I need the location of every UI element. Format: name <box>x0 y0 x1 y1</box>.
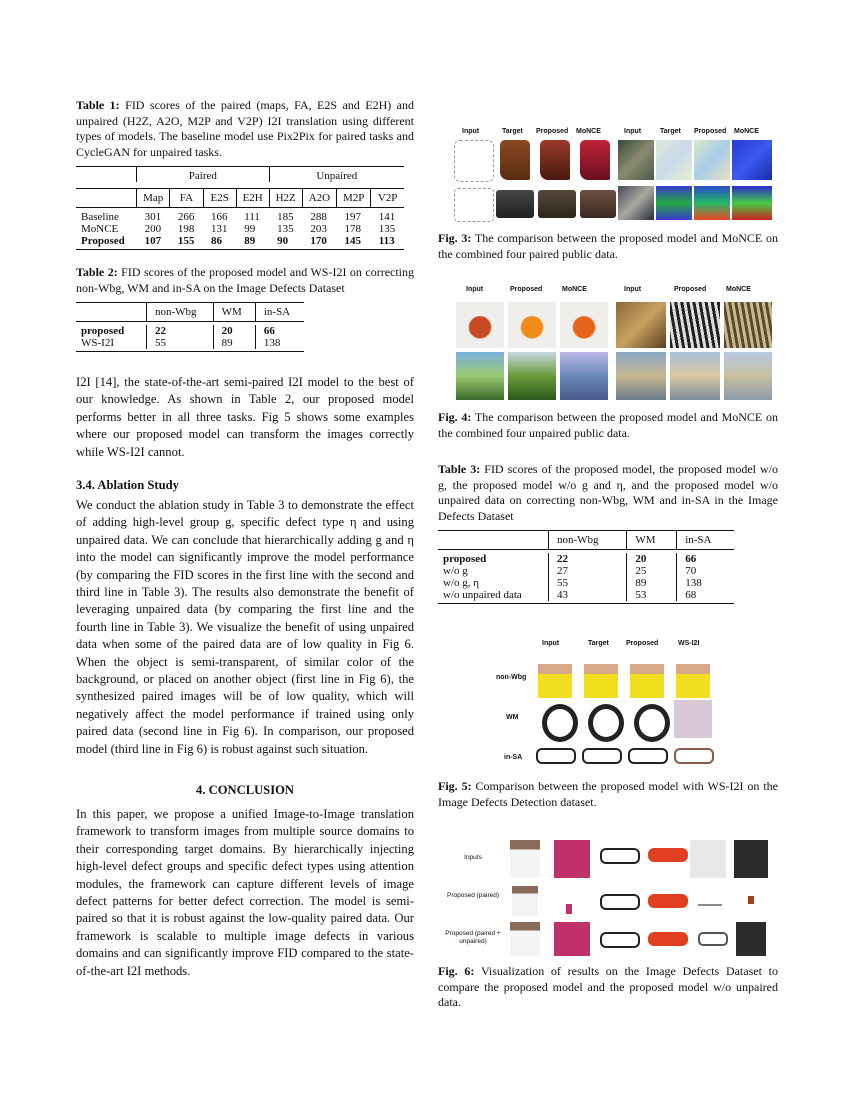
table2-caption-text: FID scores of the proposed model and WS-I2I on correcting non-Wbg, WM and in-SA on the Image Defects Dataset <box>76 265 415 295</box>
table3-row-label: w/o unpaired data <box>443 589 522 601</box>
bag-target-tile <box>496 190 534 218</box>
table3-col-in-sa: in-SA <box>677 531 734 550</box>
figure-3 <box>444 124 776 226</box>
table2 <box>76 302 414 352</box>
table-row <box>438 553 734 565</box>
fig3-col-label-2: Proposed <box>536 128 569 135</box>
table3-caption-text: FID scores of the proposed model, the proposed model w/o g, the proposed model w/o g and η, and the proposed model w/o unpaired data on correcting non-Wbg, WM and in-SA in the Image Defects Dataset <box>438 462 778 523</box>
section-4-title: 4. CONCLUSION <box>196 783 294 797</box>
table1-cell: 200 <box>144 223 162 235</box>
glasses-target-tile <box>582 748 622 764</box>
group-unpaired: Unpaired <box>269 167 404 183</box>
table2-cell: 22 <box>147 325 214 337</box>
table2-cell: 138 <box>255 337 304 349</box>
table1-col-m2p: M2P <box>337 189 371 208</box>
painting-monce-tile <box>560 352 608 400</box>
table2-cell: 89 <box>213 337 255 349</box>
table1-col-e2h: E2H <box>236 189 269 208</box>
bag-proposed-tile <box>538 190 576 218</box>
table1-cell: 89 <box>244 235 256 247</box>
zebra-proposed-tile <box>670 302 720 348</box>
table3-label: Table 3: <box>438 462 481 476</box>
table1-cell: 203 <box>310 223 327 235</box>
table-row <box>76 337 304 349</box>
sketch-boot-tile <box>454 140 494 182</box>
table2-caption <box>76 265 414 296</box>
fig3-col-label-0: Input <box>462 128 480 135</box>
section-3-4-title: 3.4. Ablation Study <box>76 478 179 492</box>
map-monce-tile <box>732 140 772 180</box>
paragraph-ablation: We conduct the ablation study in Table 3 to demonstrate the effect of adding high-level group g, specific defect type η and using unpaired data. We can conclude that hierarchically adding g and η into the model can significantly improve the model performance (by comparing the FID scores in the first line with the second and third line in Table 3). The results also demonstrate the benefit of leveraging unpaired data (by comparing the first line and the fourth line in Table 3). We visualize the benefit of using unpaired data when some of the paired data are of low quality in Fig 6. When the object is semi-transparent, of similar color of the background, or placed on another object (first line in Fig 6), the synthesized paired images will be of low quality, which will negatively affect the model performance if trained using only paired data (second line in Fig 6). In comparison, our proposed model (third line in Fig 6) is robust against such situation. <box>76 498 414 756</box>
table1-col-fa: FA <box>170 189 203 208</box>
table1-cell: 155 <box>177 235 195 247</box>
painting-proposed-tile <box>508 352 556 400</box>
table2-cell: 55 <box>147 337 214 349</box>
table1-caption-text: FID scores of the paired (maps, FA, E2S and E2H) and unpaired (H2Z, A2O, M2P and V2P) I2I translation using different types of models. The baseline model use Pix2Pix for paired tasks and CycleGAN for unpaired tasks. <box>76 98 415 159</box>
table3-row-label: w/o g, η <box>443 577 480 589</box>
photo-proposed-tile <box>670 352 720 400</box>
fig3-col-label-1: Target <box>502 128 523 135</box>
belt-wsi2i-tile <box>674 700 712 738</box>
table1-cell: 86 <box>211 235 223 247</box>
table1-cell: 166 <box>211 211 228 223</box>
fig6-caption-text: Visualization of results on the Image Defects Dataset to compare the proposed model and the proposed model w/o unpaired data. <box>438 964 778 1009</box>
table-row <box>438 565 734 577</box>
bag-monce-tile <box>580 190 616 218</box>
horse-input-tile <box>616 302 666 348</box>
apple-input-tile <box>456 302 504 348</box>
fig4-caption-text: The comparison between the proposed model and MoNCE on the combined four unpaired public data. <box>438 410 778 440</box>
table3-cell: 53 <box>627 589 677 601</box>
rug-unpaired-tile <box>554 922 590 956</box>
dark-rug-paired-tile <box>748 896 754 904</box>
table1-col-a2o: A2O <box>302 189 336 208</box>
fig5-label: Fig. 5: <box>438 779 472 793</box>
table3-col-non-wbg: non-Wbg <box>549 531 627 550</box>
belt-input-tile <box>542 704 578 742</box>
table3-cell: 25 <box>627 565 677 577</box>
table1-cell: 197 <box>344 211 362 223</box>
map-proposed-tile <box>694 140 730 180</box>
table2-row-label: WS-I2I <box>81 337 114 349</box>
scene-input-tile <box>618 186 654 220</box>
table2-row-label: proposed <box>81 325 125 337</box>
fig4-col-label-3: Input <box>624 286 642 293</box>
fig4-col-label-5: MoNCE <box>726 286 751 293</box>
table3-cell: 68 <box>677 589 734 601</box>
table2-cell: 20 <box>213 325 255 337</box>
table2-col-wm: WM <box>213 303 255 322</box>
dark-rug-inputs-tile <box>734 840 768 878</box>
fig3-col-label-5: Target <box>660 128 681 135</box>
table1-cell: 301 <box>144 211 162 223</box>
table1-cell: 99 <box>244 223 256 235</box>
fig6-row-label-1: Proposed (paired) <box>446 892 500 899</box>
paragraph-results: I2I [14], the state-of-the-art semi-paired I2I model to the best of our knowledge. As shown in Table 2, our proposed model performs better in all three tasks. Fig 5 shows some examples where our proposed model can transform the images correctly while WS-I2I cannot. <box>76 375 414 459</box>
fig3-col-label-4: Input <box>624 128 642 135</box>
table-row <box>76 235 404 247</box>
shirt-target-tile <box>584 664 618 698</box>
shirt-wsi2i-tile <box>676 664 710 698</box>
shirt-inputs-tile <box>510 840 540 878</box>
table1-col-map: Map <box>137 189 170 208</box>
round-glasses-inputs-tile <box>690 840 726 878</box>
table1-col-e2s: E2S <box>203 189 236 208</box>
table3-cell: 70 <box>677 565 734 577</box>
table-row <box>438 589 734 601</box>
glasses2-unpaired-tile <box>648 932 688 946</box>
fig3-col-label-3: MoNCE <box>576 128 601 135</box>
table1-row-label: Proposed <box>81 235 125 247</box>
table1-row-label: MoNCE <box>81 223 119 235</box>
fig4-col-label-1: Proposed <box>510 286 543 293</box>
glasses1-unpaired-tile <box>600 932 640 948</box>
table1-cell: 145 <box>344 235 362 247</box>
table1-cell: 170 <box>310 235 327 247</box>
group-paired: Paired <box>137 167 270 183</box>
fig4-col-label-4: Proposed <box>674 286 707 293</box>
table3-cell: 138 <box>677 577 734 589</box>
table1-cell: 111 <box>244 211 260 223</box>
map-target-tile <box>656 140 692 180</box>
table1-cell: 131 <box>211 223 228 235</box>
fig5-col-label-0: Input <box>542 640 560 647</box>
table1-col-h2z: H2Z <box>269 189 302 208</box>
fig5-row-label-0: non-Wbg <box>496 674 527 681</box>
shirt-paired-tile <box>512 886 538 916</box>
table3-cell: 89 <box>627 577 677 589</box>
table3-cell: 27 <box>549 565 627 577</box>
table1-caption <box>76 98 414 160</box>
table1-row-label: Baseline <box>81 211 119 223</box>
table-row <box>438 577 734 589</box>
glasses-proposed-tile <box>628 748 668 764</box>
shirt-proposed-tile <box>630 664 664 698</box>
table1-cell: 288 <box>310 211 327 223</box>
fig4-col-label-2: MoNCE <box>562 286 587 293</box>
table-row <box>76 211 404 223</box>
seg-proposed-tile <box>694 186 730 220</box>
figure-6 <box>440 834 776 958</box>
rug-inputs-tile <box>554 840 590 878</box>
fig6-label: Fig. 6: <box>438 964 475 978</box>
glasses1-inputs-tile <box>600 848 640 864</box>
fig5-col-label-3: WS-I2I <box>678 640 700 647</box>
sketch-bag-tile <box>454 188 494 222</box>
table3-cell: 20 <box>627 553 677 565</box>
fig4-col-label-0: Input <box>466 286 484 293</box>
round-glasses-paired-tile <box>698 896 722 906</box>
table2-label: Table 2: <box>76 265 118 279</box>
table1-cell: 198 <box>177 223 195 235</box>
table1-cell: 266 <box>177 211 195 223</box>
table3-col-wm: WM <box>627 531 677 550</box>
table2-cell: 66 <box>255 325 304 337</box>
table3-row-label: proposed <box>443 553 487 565</box>
figure-5 <box>490 636 730 770</box>
table3-cell: 66 <box>677 553 734 565</box>
table3-cell: 55 <box>549 577 627 589</box>
fig6-row-label-0: Inputs <box>464 854 482 861</box>
fig5-row-label-1: WM <box>506 714 519 721</box>
table-row <box>76 223 404 235</box>
table-row <box>76 325 304 337</box>
fig6-row-label-2: Proposed (paired + unpaired) <box>445 930 501 945</box>
fig3-col-label-7: MoNCE <box>734 128 759 135</box>
table1-cell: 135 <box>378 223 396 235</box>
boot-monce-tile <box>580 140 610 180</box>
fig3-label: Fig. 3: <box>438 231 472 245</box>
table1-cell: 185 <box>277 211 294 223</box>
table3 <box>438 530 778 604</box>
figure-4 <box>444 282 776 404</box>
fig5-col-label-1: Target <box>588 640 609 647</box>
table2-col-non-wbg: non-Wbg <box>147 303 214 322</box>
table2-col-in-sa: in-SA <box>255 303 304 322</box>
table3-cell: 22 <box>549 553 627 565</box>
boot-proposed-tile <box>540 140 570 180</box>
table1-label: Table 1: <box>76 98 120 112</box>
table1-cell: 178 <box>344 223 362 235</box>
table1-cell: 135 <box>277 223 294 235</box>
fig4-label: Fig. 4: <box>438 410 472 424</box>
paragraph-conclusion: In this paper, we propose a unified Image-to-Image translation framework to transform images from multiple source domains to their corresponding target domains. By hierarchically injecting high-level defect groups and specific defect types using attention modules, the framework can capture different levels of image defect patterns for better defect correction. The model is semi-paired so that it is robust against the low-quality paired data. Our framework is scalable to multiple image defects in various domains and can significantly improve FID compared to the state-of-the-art I2I methods. <box>76 807 414 978</box>
seg-target-tile <box>656 186 692 220</box>
boot-target-tile <box>500 140 530 180</box>
table1 <box>76 166 414 250</box>
glasses2-paired-tile <box>648 894 688 908</box>
belt-target-tile <box>588 704 624 742</box>
table3-row-label: w/o g <box>443 565 468 577</box>
dark-rug-unpaired-tile <box>736 922 766 956</box>
fig5-caption-text: Comparison between the proposed model with WS-I2I on the Image Defects Detection dataset. <box>438 779 778 809</box>
fig5-row-label-2: in-SA <box>504 754 523 761</box>
belt-proposed-tile <box>634 704 670 742</box>
photo-input-tile <box>456 352 504 400</box>
shirt-unpaired-tile <box>510 922 540 956</box>
table1-col-v2p: V2P <box>371 189 404 208</box>
orange-monce-tile <box>560 302 608 348</box>
glasses2-inputs-tile <box>648 848 688 862</box>
glasses-input-tile <box>536 748 576 764</box>
rug-paired-tile <box>566 904 572 914</box>
zebra-monce-tile <box>724 302 772 348</box>
glasses-wsi2i-tile <box>674 748 714 764</box>
table1-cell: 113 <box>378 235 395 247</box>
table1-cell: 141 <box>378 211 396 223</box>
aerial-input-tile <box>618 140 654 180</box>
shirt-input-tile <box>538 664 572 698</box>
seg-monce-tile <box>732 186 772 220</box>
glasses1-paired-tile <box>600 894 640 910</box>
table1-cell: 107 <box>144 235 162 247</box>
fig3-col-label-6: Proposed <box>694 128 727 135</box>
photo-monce-tile <box>724 352 772 400</box>
round-glasses-unpaired-tile <box>698 932 728 946</box>
table3-cell: 43 <box>549 589 627 601</box>
fig3-caption-text: The comparison between the proposed model and MoNCE on the combined four paired public data. <box>438 231 778 261</box>
vangogh-input-tile <box>616 352 666 400</box>
orange-proposed-tile <box>508 302 556 348</box>
fig5-col-label-2: Proposed <box>626 640 659 647</box>
table1-cell: 90 <box>277 235 289 247</box>
